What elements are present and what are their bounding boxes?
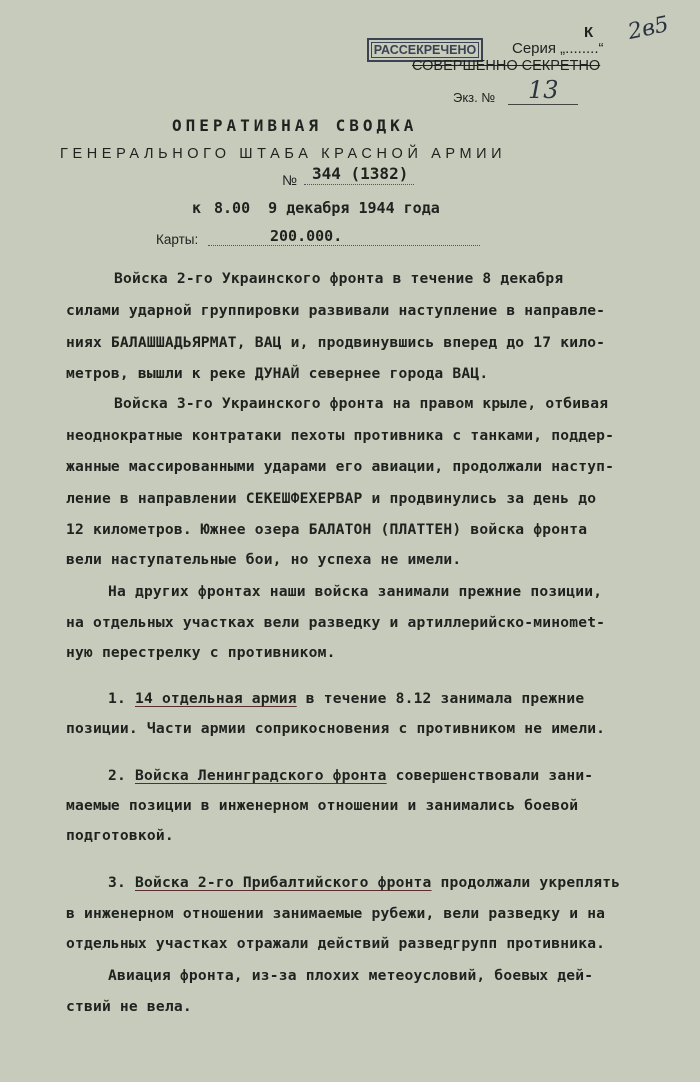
section-1-army: 14 отдельная армия bbox=[134, 690, 297, 707]
report-datetime: 8.00 9 декабря 1944 года bbox=[214, 199, 440, 217]
time-prefix: к bbox=[192, 199, 202, 217]
section-3-text: продолжали укреплять bbox=[431, 874, 621, 891]
paragraph-line: 12 километров. Южнее озера БАЛАТОН (ПЛАТТЕН) войска фронта bbox=[66, 521, 588, 538]
paragraph-line: ствий не вела. bbox=[66, 998, 192, 1015]
section-1-line bbox=[108, 690, 700, 707]
paragraph-line: метров, вышли к реке ДУНАЙ севернее города ВАЦ. bbox=[66, 365, 489, 382]
paragraph-line: Войска 2-го Украинского фронта в течение 8 декабря bbox=[114, 270, 564, 287]
section-number: 2. bbox=[108, 767, 126, 784]
section-2-line bbox=[108, 767, 700, 784]
section-3-army: Войска 2-го Прибалтийского фронта bbox=[134, 874, 432, 891]
section-2-text: совершенствовали зани- bbox=[386, 767, 594, 784]
section-1-text: в течение 8.12 занимала прежние bbox=[296, 690, 585, 707]
paragraph-line: ление в направлении СЕКЕШФЕХЕРВАР и продвинулись за день до bbox=[66, 490, 597, 507]
stamp-text: РАССЕКРЕЧЕНО bbox=[373, 43, 477, 57]
paragraph-line: в инженерном отношении занимаемые рубежи, вели разведку и на bbox=[66, 905, 606, 922]
number-label: № bbox=[282, 172, 298, 188]
paragraph-line: Войска 3-го Украинского фронта на правом крыле, отбивая bbox=[114, 395, 609, 412]
paragraph-line: На других фронтах наши войска занимали прежние позиции, bbox=[108, 583, 603, 600]
corner-letter: К bbox=[584, 24, 594, 41]
paragraph-line: жанные массированными ударами его авиации, продолжали наступ- bbox=[66, 458, 615, 475]
paragraph-line: отдельных участках отражали действий разведгрупп противника. bbox=[66, 935, 606, 952]
title-line2: ГЕНЕРАЛЬНОГО ШТАБА КРАСНОЙ АРМИИ bbox=[60, 146, 507, 162]
stamp-inner-border bbox=[371, 42, 479, 58]
copy-number: 13 bbox=[528, 76, 559, 104]
number-value: 344 (1382) bbox=[312, 164, 409, 183]
maps-underline bbox=[208, 245, 480, 246]
section-number: 1. bbox=[108, 690, 126, 707]
section-3-line bbox=[108, 874, 700, 891]
section-number: 3. bbox=[108, 874, 126, 891]
paragraph-line: ную перестрелку с противником. bbox=[66, 644, 336, 661]
copy-label: Экз. № bbox=[453, 90, 496, 105]
maps-value: 200.000. bbox=[270, 227, 343, 245]
paragraph-line: позиции. Части армии соприкосновения с противником не имели. bbox=[66, 720, 606, 737]
copy-number-line bbox=[508, 104, 578, 105]
paragraph-line: силами ударной группировки развивали наступление в направле- bbox=[66, 302, 606, 319]
handwritten-page-number: 2в5 bbox=[625, 12, 671, 45]
title-line1: ОПЕРАТИВНАЯ СВОДКА bbox=[172, 116, 418, 135]
classification: СОВЕРШЕННО СЕКРЕТНО bbox=[412, 58, 601, 74]
maps-label: Карты: bbox=[156, 232, 199, 247]
paragraph-line: подготовкой. bbox=[66, 827, 174, 844]
paragraph-line: Авиация фронта, из-за плохих метеоусловий, боевых дей- bbox=[108, 967, 594, 984]
series-label: Серия „........“ bbox=[512, 40, 604, 57]
paragraph-line: неоднократные контратаки пехоты противника с танками, поддер- bbox=[66, 427, 615, 444]
paragraph-line: ниях БАЛАШШАДЬЯРМАТ, ВАЦ и, продвинувшись вперед до 17 кило- bbox=[66, 334, 606, 351]
section-2-army: Войска Ленинградского фронта bbox=[134, 767, 387, 784]
number-underline bbox=[304, 184, 414, 185]
paragraph-line: маемые позиции в инженерном отношении и занимались боевой bbox=[66, 797, 579, 814]
paragraph-line: вели наступательные бои, но успеха не имели. bbox=[66, 551, 462, 568]
paragraph-line: на отдельных участках вели разведку и артиллерийско-минomet- bbox=[66, 614, 606, 631]
